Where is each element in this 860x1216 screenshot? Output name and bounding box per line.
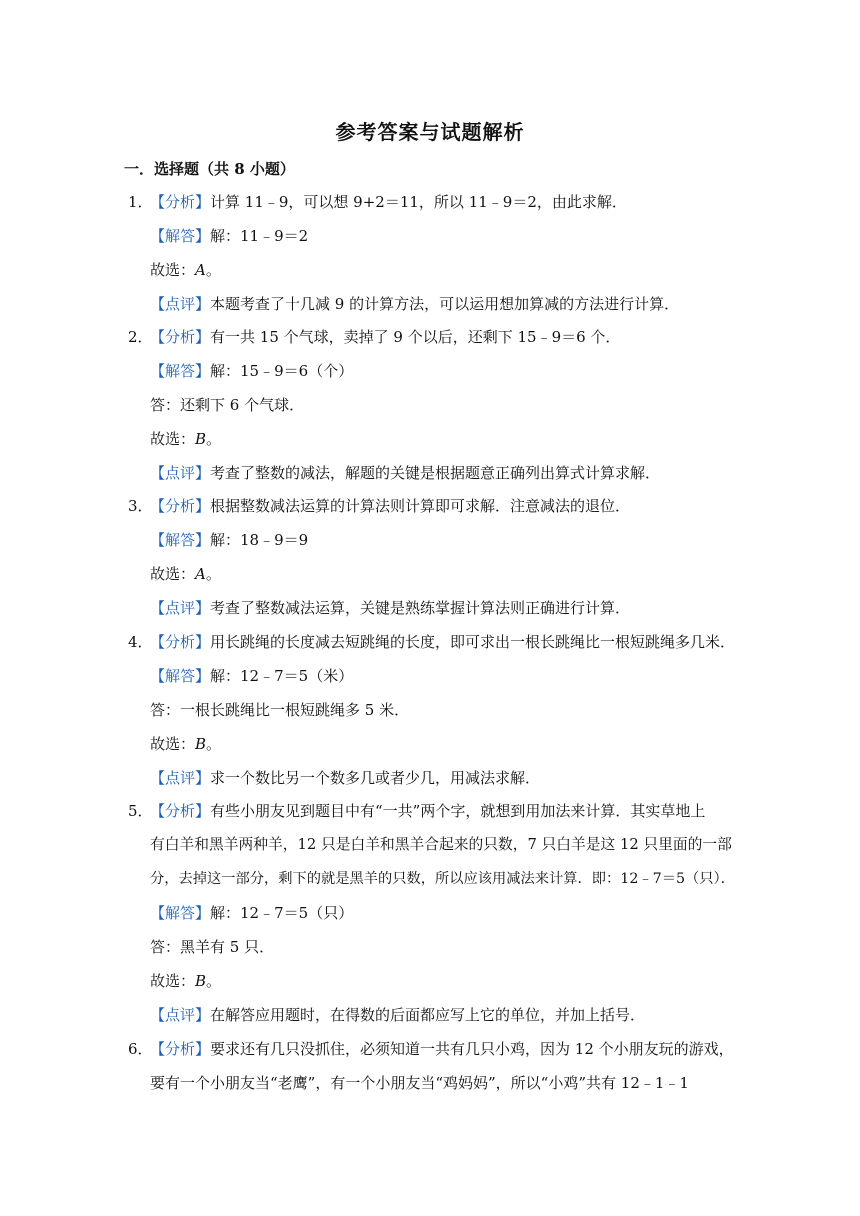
analysis-tag: 【分析】 bbox=[150, 193, 211, 211]
question-number: 1． bbox=[128, 193, 153, 211]
question-number: 2． bbox=[128, 328, 153, 346]
answer-tag: 【解答】 bbox=[150, 362, 211, 380]
q2-analysis: 【分析】有一共 15 个气球，卖掉了 9 个以后，还剩下 15﹣9＝6 个． bbox=[150, 328, 621, 346]
comment-tag: 【点评】 bbox=[150, 599, 211, 617]
analysis-tag: 【分析】 bbox=[150, 497, 211, 515]
q3-comment: 【点评】考查了整数减法运算，关键是熟练掌握计算法则正确进行计算． bbox=[150, 599, 631, 617]
question-number: 4． bbox=[128, 633, 153, 651]
q2-reply: 答：还剩下 6 个气球． bbox=[150, 396, 305, 414]
q5-answer: 【解答】解：12﹣7＝5（只） bbox=[150, 904, 354, 922]
analysis-tag: 【分析】 bbox=[150, 802, 211, 820]
question-number: 6． bbox=[128, 1040, 153, 1058]
q1-answer: 【解答】解：11﹣9＝2 bbox=[150, 227, 309, 245]
section-heading: 一．选择题（共 8 小题） bbox=[124, 160, 295, 178]
analysis-tag: 【分析】 bbox=[150, 633, 211, 651]
q2-answer: 【解答】解：15﹣9＝6（个） bbox=[150, 362, 354, 380]
q2-choice: 故选：B。 bbox=[150, 430, 222, 448]
q3-analysis: 【分析】根据整数减法运算的计算法则计算即可求解．注意减法的退位． bbox=[150, 497, 631, 515]
analysis-tag: 【分析】 bbox=[150, 1040, 211, 1058]
q4-choice: 故选：B。 bbox=[150, 735, 222, 753]
q1-comment: 【点评】本题考查了十几减 9 的计算方法，可以运用想加算减的方法进行计算． bbox=[150, 295, 680, 313]
q6-analysis: 【分析】要求还有几只没抓住，必须知道一共有几只小鸡，因为 12 个小朋友玩的游戏， bbox=[150, 1040, 734, 1058]
q4-reply: 答：一根长跳绳比一根短跳绳多 5 米． bbox=[150, 701, 410, 719]
comment-tag: 【点评】 bbox=[150, 1006, 211, 1024]
q4-analysis: 【分析】用长跳绳的长度减去短跳绳的长度，即可求出一根长跳绳比一根短跳绳多几米． bbox=[150, 633, 736, 651]
page-title: 参考答案与试题解析 bbox=[335, 120, 525, 144]
q1-choice: 故选：A。 bbox=[150, 261, 221, 279]
answer-tag: 【解答】 bbox=[150, 667, 211, 685]
q5-choice: 故选：B。 bbox=[150, 972, 222, 990]
comment-tag: 【点评】 bbox=[150, 464, 211, 482]
comment-tag: 【点评】 bbox=[150, 295, 211, 313]
question-number: 3． bbox=[128, 497, 153, 515]
q4-answer: 【解答】解：12﹣7＝5（米） bbox=[150, 667, 354, 685]
answer-tag: 【解答】 bbox=[150, 227, 211, 245]
answer-tag: 【解答】 bbox=[150, 531, 211, 549]
q1-analysis: 【分析】计算 11﹣9，可以想 9+2＝11，所以 11﹣9＝2，由此求解． bbox=[150, 193, 627, 211]
q3-choice: 故选：A。 bbox=[150, 565, 221, 583]
q5-reply: 答：黑羊有 5 只． bbox=[150, 938, 275, 956]
q5-analysis: 【分析】有些小朋友见到题目中有“一共”两个字，就想到用加法来计算．其实草地上 bbox=[150, 802, 706, 820]
question-number: 5． bbox=[128, 802, 153, 820]
q5-analysis-cont: 有白羊和黑羊两种羊，12 只是白羊和黑羊合起来的只数，7 只白羊是这 12 只里面的一部 bbox=[150, 836, 732, 853]
analysis-tag: 【分析】 bbox=[150, 328, 211, 346]
comment-tag: 【点评】 bbox=[150, 769, 211, 787]
q5-analysis-cont: 分，去掉这一部分，剩下的就是黑羊的只数，所以应该用减法来计算．即：12﹣7＝5（只）． bbox=[150, 871, 735, 887]
q2-comment: 【点评】考查了整数的减法，解题的关键是根据题意正确列出算式计算求解． bbox=[150, 464, 661, 482]
answer-tag: 【解答】 bbox=[150, 904, 211, 922]
q3-answer: 【解答】解：18﹣9＝9 bbox=[150, 531, 309, 549]
q6-analysis-cont: 要有一个小朋友当“老鹰”，有一个小朋友当“鸡妈妈”，所以“小鸡”共有 12﹣1﹣1 bbox=[150, 1074, 689, 1092]
q4-comment: 【点评】求一个数比另一个数多几或者少几，用减法求解． bbox=[150, 769, 541, 787]
q5-comment: 【点评】在解答应用题时，在得数的后面都应写上它的单位，并加上括号． bbox=[150, 1006, 646, 1024]
